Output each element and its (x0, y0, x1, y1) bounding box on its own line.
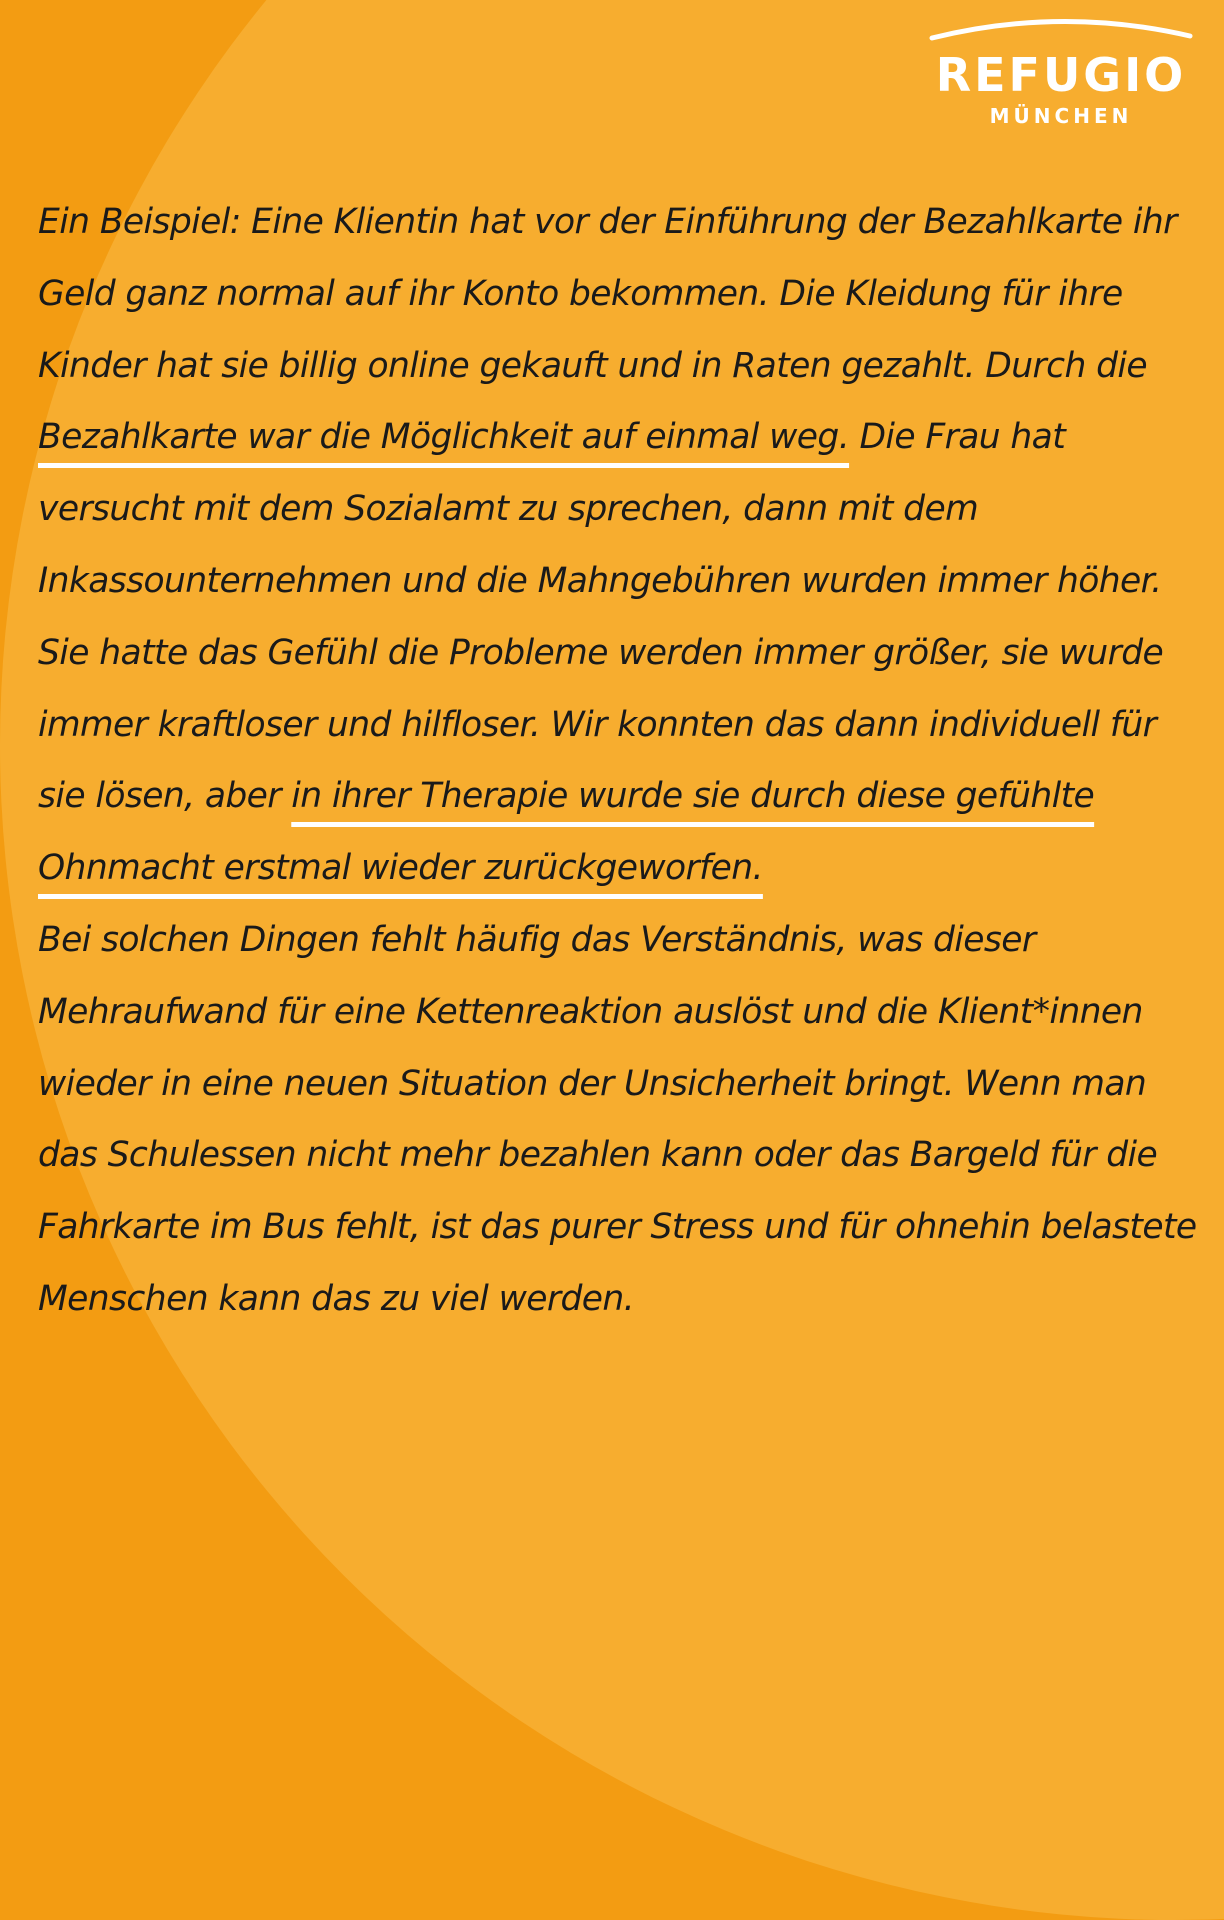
logo-name: REFUGIO (935, 48, 1187, 102)
paragraph-consequences: Bei solchen Dingen fehlt häufig das Verständnis, was dieser Mehraufwand für eine Kettenreaktion auslöst und die Klient*innen wieder in eine neuen Situation der Unsicherheit bringt. Wenn man das Schulessen nicht mehr bezahlen kann oder das Bargeld für die Fahrkarte im Bus fehlt, ist das purer Stress und für ohnehin belastete Menschen kann das zu viel werden. (38, 919, 1197, 1319)
highlight-bezahlkarte: Bezahlkarte war die Möglichkeit auf einmal weg. (38, 417, 850, 458)
paragraph-example-part2: Die Frau hat versucht mit dem Sozialamt zu sprechen, dann mit dem Inkassounternehmen und die Mahngebühren wurden immer höher. Sie hatte das Gefühl die Probleme werden immer größer, sie wurde immer kraftloser und hilfloser. Wir konnten das dann individuell für sie lösen, aber (38, 417, 1164, 817)
body-text (38, 187, 1198, 1336)
paragraph-example-part1: Ein Beispiel: Eine Klientin hat vor der Einführung der Bezahlkarte ihr Geld ganz normal auf ihr Konto bekommen. Die Kleidung für ihre Kinder hat sie billig online gekauft und in Raten gezahlt. Durch die (38, 202, 1177, 386)
paragraph-example (38, 187, 1198, 905)
logo-arc-icon (926, 12, 1196, 44)
logo-city: MÜNCHEN (989, 104, 1133, 128)
refugio-logo (926, 12, 1196, 142)
highlight-therapie: in ihrer Therapie wurde sie durch diese gefühlte Ohnmacht erstmal wieder zurückgeworfen. (38, 776, 1095, 889)
